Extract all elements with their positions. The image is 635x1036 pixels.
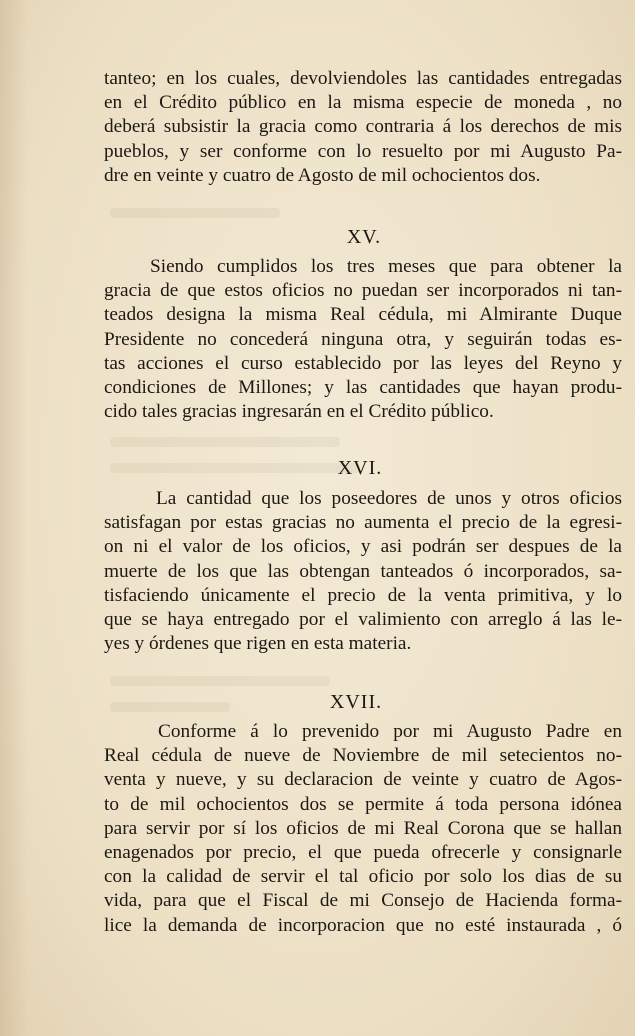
text-line: Siendo cumplidos los tres meses que para obtener la <box>150 256 622 277</box>
section-heading-xvi: XVI. <box>337 457 383 479</box>
paragraph-xv <box>104 255 622 424</box>
text-line: Real cédula de nueve de Noviembre de mil setecientos no- <box>104 745 622 767</box>
text-line: cido tales gracias ingresarán en el Crédito público. <box>104 401 494 423</box>
text-line: venta y nueve, y su declaracion de veinte y cuatro de Agos- <box>104 769 622 791</box>
text-line: La cantidad que los poseedores de unos y otros oficios <box>156 488 622 509</box>
text-line: tisfaciendo únicamente el precio de la venta primitiva, y lo <box>104 584 622 606</box>
paragraph-xvi <box>104 487 622 656</box>
text-line: condiciones de Millones; y las cantidades que hayan produ- <box>104 376 622 398</box>
text-line: gracia de que estos oficios no puedan ser incorporados ni tan- <box>104 280 622 302</box>
text-line: satisfagan por estas gracias no aumenta el precio de la egresi- <box>104 512 622 534</box>
text-line: enagenados por precio, el que pueda ofrecerle y consignarle <box>104 841 622 863</box>
paragraph-continuation <box>104 67 622 188</box>
text-line: tas acciones el curso establecido por las leyes del Reyno y <box>104 352 622 374</box>
text-line: lice la demanda de incorporacion que no esté instaurada , ó <box>104 914 622 936</box>
text-line: en el Crédito público en la misma especie de moneda , no <box>104 92 622 114</box>
text-line: para servir por sí los oficios de mi Real Corona que se hallan <box>104 817 622 839</box>
bleed-through-mark <box>110 437 340 447</box>
text-line: teados designa la misma Real cédula, mi Almirante Duque <box>104 304 622 326</box>
bleed-through-mark <box>110 702 230 712</box>
text-line: que se haya entregado por el valimiento con arreglo á las le- <box>104 608 622 630</box>
text-line: vida, para que el Fiscal de mi Consejo de Hacienda forma- <box>104 890 622 912</box>
text-line: yes y órdenes que rigen en esta materia. <box>104 633 412 655</box>
section-heading-xv: XV. <box>346 226 382 248</box>
section-heading-xvii: XVII. <box>329 691 383 713</box>
text-line: tanteo; en los cuales, devolviendoles las cantidades entregadas <box>104 68 622 89</box>
paragraph-xvii <box>104 720 622 938</box>
text-line: on ni el valor de los oficios, y asi podrán ser despues de la <box>104 536 622 558</box>
bleed-through-mark <box>110 676 330 686</box>
text-line: Conforme á lo prevenido por mi Augusto Padre en <box>158 721 622 742</box>
text-line: Presidente no concederá ninguna otra, y seguirán todas es- <box>104 328 622 350</box>
text-line: deberá subsistir la gracia como contraria á los derechos de mis <box>104 116 622 138</box>
text-line: muerte de los que las obtengan tanteados ó incorporados, sa- <box>104 560 622 582</box>
bleed-through-mark <box>110 208 280 218</box>
text-line: dre en veinte y cuatro de Agosto de mil ochocientos dos. <box>104 164 541 186</box>
text-line: con la calidad de servir el tal oficio por solo los dias de su <box>104 866 622 888</box>
text-line: pueblos, y ser conforme con lo resuelto por mi Augusto Pa- <box>104 140 622 162</box>
text-line: to de mil ochocientos dos se permite á toda persona idónea <box>104 793 622 815</box>
